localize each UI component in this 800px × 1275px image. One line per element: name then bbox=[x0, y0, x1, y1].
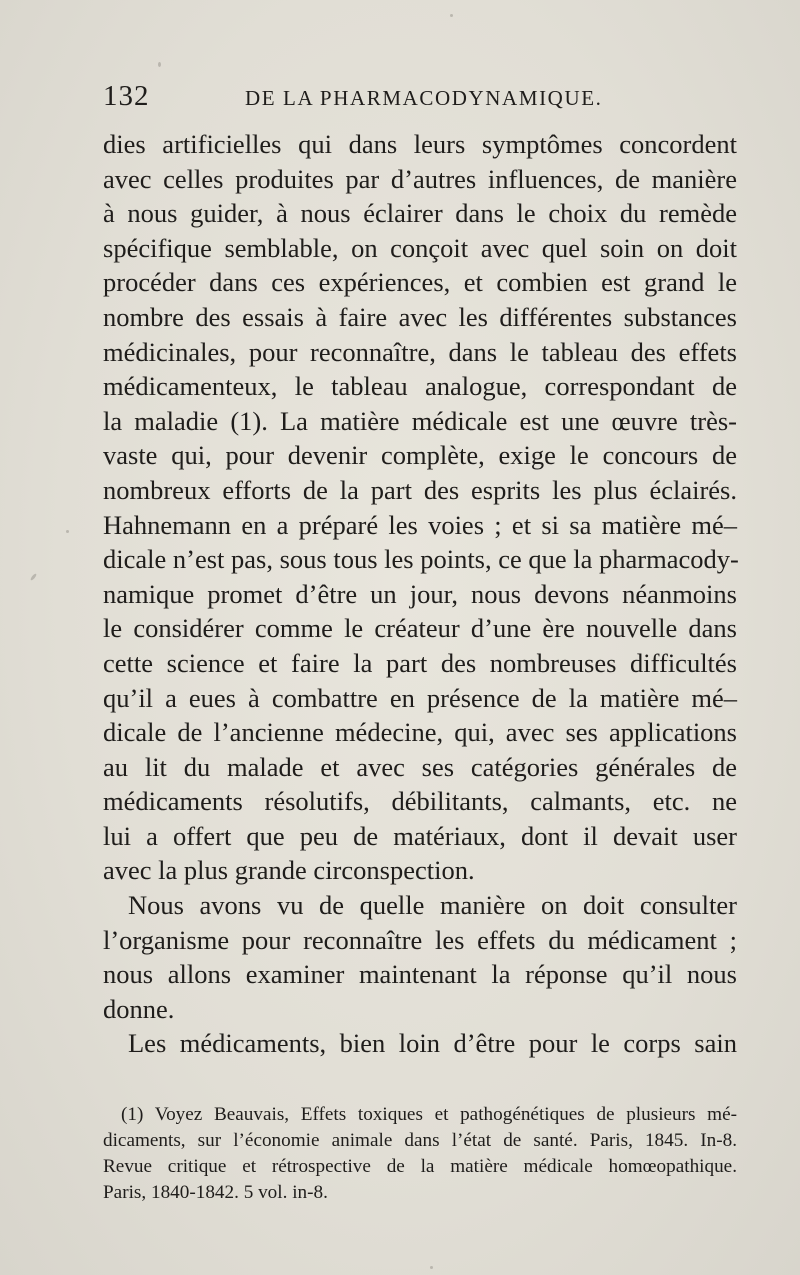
text-line: donne. bbox=[103, 993, 175, 1024]
text-line: au lit du malade et avec ses catégories générales de bbox=[103, 751, 737, 782]
paper-speck bbox=[30, 573, 37, 581]
text-line: Nous avons vu de quelle manière on doit consulter bbox=[128, 890, 737, 921]
text-line: spécifique semblable, on conçoit avec quel soin on doit bbox=[103, 232, 737, 263]
text-line: nombre des essais à faire avec les différentes substances bbox=[103, 301, 737, 332]
text-line: avec celles produites par d’autres influences, de manière bbox=[103, 163, 737, 194]
text-line: procéder dans ces expériences, et combien est grand le bbox=[103, 267, 737, 298]
text-line: la maladie (1). La matière médicale est une œuvre très- bbox=[103, 405, 737, 436]
text-line: nombreux efforts de la part des esprits les plus éclairés. bbox=[103, 474, 737, 505]
text-line: dicale n’est pas, sous tous les points, ce que la pharmacody- bbox=[103, 544, 739, 575]
text-line: dies artificielles qui dans leurs symptômes concordent bbox=[103, 129, 737, 159]
text-line: cette science et faire la part des nombreuses difficultés bbox=[103, 647, 737, 678]
text-line: qu’il a eues à combattre en présence de la matière mé– bbox=[103, 682, 737, 713]
footnote-line: Paris, 1840-1842. 5 vol. in-8. bbox=[103, 1182, 328, 1203]
footnote-line: dicaments, sur l’économie animale dans l’état de santé. Paris, 1845. In-8. bbox=[103, 1130, 737, 1151]
text-line: vaste qui, pour devenir complète, exige le concours de bbox=[103, 440, 737, 471]
text-line: à nous guider, à nous éclairer dans le choix du remède bbox=[103, 198, 737, 229]
page-number: 132 bbox=[103, 80, 150, 112]
text-line: nous allons examiner maintenant la réponse qu’il nous bbox=[103, 959, 737, 990]
paper-speck bbox=[450, 14, 453, 17]
body-text bbox=[103, 127, 737, 1061]
paper-speck bbox=[66, 530, 69, 533]
text-line: Les médicaments, bien loin d’être pour le corps sain bbox=[128, 1028, 737, 1059]
text-line: avec la plus grande circonspection. bbox=[103, 855, 475, 886]
text-line: l’organisme pour reconnaître les effets du médicament ; bbox=[103, 924, 737, 955]
footnote-line: Revue critique et rétrospective de la matière médicale homœopathique. bbox=[103, 1156, 737, 1177]
text-line: médicinales, pour reconnaître, dans le tableau des effets bbox=[103, 336, 737, 367]
text-line: Hahnemann en a préparé les voies ; et si sa matière mé– bbox=[103, 509, 737, 540]
paper-speck bbox=[158, 62, 161, 67]
text-line: dicale de l’ancienne médecine, qui, avec ses applications bbox=[103, 717, 737, 748]
text-line: médicamenteux, le tableau analogue, correspondant de bbox=[103, 371, 737, 402]
footnote bbox=[103, 1102, 737, 1206]
text-line: namique promet d’être un jour, nous devons néanmoins bbox=[103, 578, 737, 609]
footnote-line: (1) Voyez Beauvais, Effets toxiques et pathogénétiques de plusieurs mé- bbox=[121, 1104, 737, 1125]
text-line: lui a offert que peu de matériaux, dont il devait user bbox=[103, 820, 737, 851]
text-line: médicaments résolutifs, débilitants, calmants, etc. ne bbox=[103, 786, 737, 817]
text-line: le considérer comme le créateur d’une ère nouvelle dans bbox=[103, 613, 737, 644]
running-title: DE LA PHARMACODYNAMIQUE. bbox=[245, 86, 603, 110]
running-header bbox=[103, 80, 743, 116]
paper-speck bbox=[430, 1266, 433, 1269]
